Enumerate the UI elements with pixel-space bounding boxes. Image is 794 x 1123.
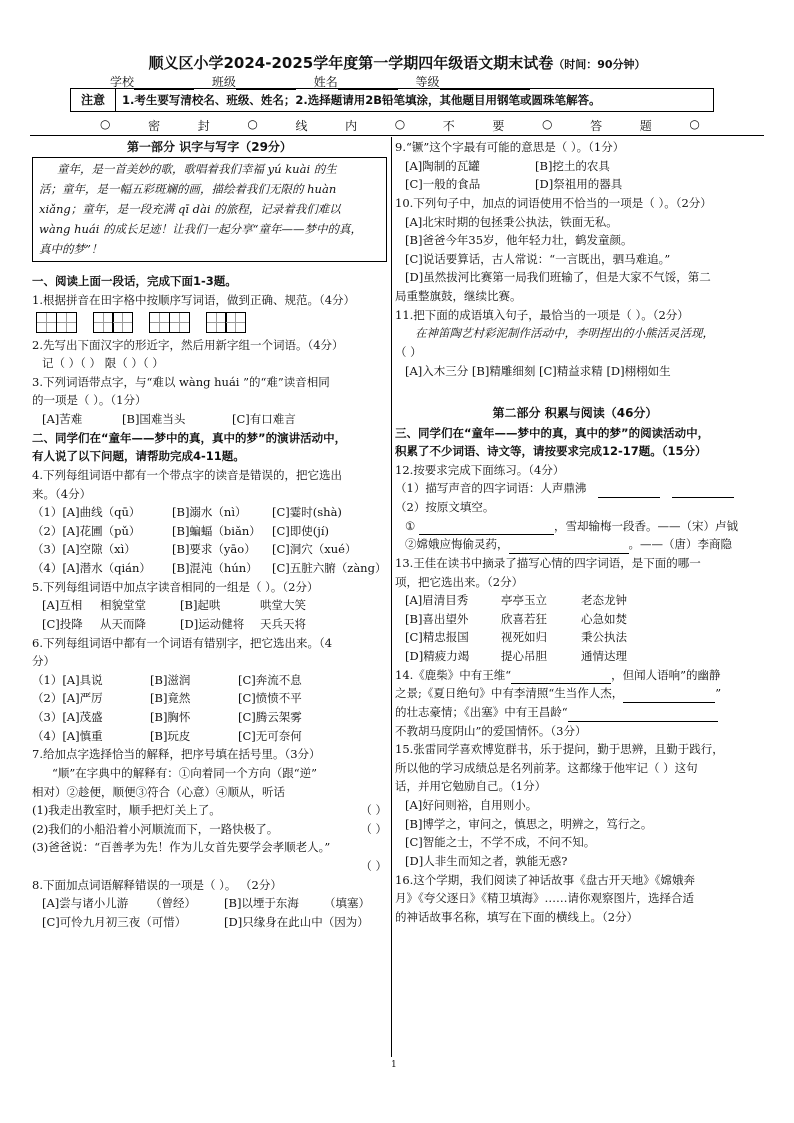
grid-cell[interactable] (56, 312, 77, 333)
q8-row (32, 894, 387, 913)
q3-options (32, 410, 387, 429)
seal-divider (30, 135, 764, 136)
q12-part1 (395, 479, 755, 498)
answer-blank[interactable] (598, 486, 660, 498)
option[interactable]: [B]滋润 (150, 672, 191, 687)
q6-row (32, 671, 387, 690)
q16-text: 16.这个学期，我们阅读了神话故事《盘古开天地》《嫦娥奔 (395, 872, 696, 887)
answer-blank[interactable] (672, 486, 734, 498)
option-word: 哄堂大笑 (260, 598, 306, 613)
answer-paren[interactable]: （ ） (360, 803, 387, 818)
answer-paren[interactable]: （ ） (395, 344, 422, 359)
column-divider (391, 137, 392, 1057)
seal-word: 题 (639, 119, 652, 133)
seal-word: 要 (492, 119, 505, 133)
option[interactable]: [B]竟然 (150, 691, 191, 706)
answer-paren[interactable]: （ ） (360, 821, 387, 836)
option[interactable]: [C]洞穴（xué） (272, 542, 357, 557)
q4-row (32, 559, 387, 578)
answer-blank[interactable] (623, 691, 715, 703)
intro-line: 童年，是一首美妙的歌，歌唱着我们幸福 yú kuài 的生 (57, 162, 337, 177)
q14-line3 (395, 703, 755, 722)
q14-line1 (395, 666, 755, 685)
q7-sentence: (2)我们的小船沿着小河顺流而下，一路快极了。 (32, 821, 279, 836)
q11-options[interactable]: [A]入木三分 [B]精雕细刻 [C]精益求精 [D]栩栩如生 (405, 363, 671, 378)
option[interactable]: [B]要求（yāo） (172, 542, 256, 557)
section1-heading: 一、阅读上面一段话，完成下面1-3题。 (32, 274, 237, 289)
q7-item (32, 857, 387, 876)
intro-box (32, 157, 387, 262)
intro-line: xiǎng；童年，是一段充满 qī dài 的旅程，记录着我们难以 (39, 201, 341, 216)
option[interactable]: （1）[A]曲线（qū） (32, 505, 141, 520)
section2-heading-2: 有人说了以下问题，请帮助完成4-11题。 (32, 449, 245, 464)
option-gloss: （填塞） (324, 896, 370, 911)
intro-line: 活；童年，是一幅五彩斑斓的画，描绘着我们无限的 huàn (39, 182, 337, 197)
q12-line1 (395, 517, 755, 536)
q5-row (32, 596, 387, 615)
option[interactable]: [B]博学之，审问之，慎思之，明辨之，笃行之。 (405, 816, 653, 831)
option[interactable]: [C]霎时(shà) (272, 505, 342, 520)
option[interactable]: [B]胸怀 (150, 710, 191, 725)
q4-row (32, 503, 387, 522)
option-word: 提心吊胆 (501, 649, 547, 664)
notice-label: 注意 (71, 89, 116, 111)
q5-text: 5.下列每组词语中加点字读音相同的一组是（ ）。（2分） (32, 579, 319, 594)
seal-circle-icon: ○ (689, 117, 700, 131)
option[interactable]: [C]愤愤不平 (238, 691, 302, 706)
option[interactable]: [C]精忠报国 (405, 630, 469, 645)
seal-circle-icon: ○ (247, 117, 258, 131)
q7-sentence: (3)爸爸说：“百善孝为先！作为儿女首先要学会孝顺老人。” (32, 840, 331, 855)
grid-cell[interactable] (112, 312, 133, 333)
exam-title (0, 52, 794, 73)
q2-text: 2.先写出下面汉字的形近字，然后用新字组一个词语。（4分） (32, 337, 344, 352)
notice-text: 1.考生要写清校名、班级、姓名；2.选择题请用2B铅笔填涂，其他题目用钢笔或圆珠笔解答。 (122, 93, 601, 107)
option[interactable]: [C]可怜九月初三夜（可惜） (42, 914, 187, 929)
section3-heading: 三、同学们在“童年——梦中的真，真中的梦”的阅读活动中， (395, 425, 710, 440)
answer-blank[interactable] (509, 542, 629, 554)
q11-sentence: 在神笛陶艺村彩泥制作活动中，李明捏出的小熊活灵活现， (415, 326, 714, 341)
notice-box (70, 88, 714, 112)
q13-text-2: 项，把它选出来。（2分） (395, 574, 524, 589)
seal-line (100, 117, 700, 134)
q12-text: 12.按要求完成下面练习。（4分） (395, 462, 565, 477)
q15-text-3: 话，并用它勉励自己。（1分） (395, 779, 547, 794)
option[interactable]: [B]蝙蝠（biǎn） (172, 523, 261, 538)
grid-cell[interactable] (36, 312, 57, 333)
spacer (395, 380, 755, 404)
option[interactable]: （4）[A]潜水（qián） (32, 561, 151, 576)
writing-grids (36, 312, 387, 333)
option-word: 欣喜若狂 (501, 611, 547, 626)
q14-text: 之景;《夏日绝句》中有李清照“生当作人杰， (395, 686, 624, 701)
q4-text-2: 来。（4分） (32, 486, 92, 501)
q14-text: 14.《鹿柴》中有王维“ (395, 667, 512, 682)
q12-prompt: （1）描写声音的四字词语：人声鼎沸 (395, 481, 587, 496)
q15-text-2: 所以他的学习成绩总是名列前茅。这都缘于他牢记（ ）这句 (395, 760, 698, 775)
q14-text: 的壮志豪情；《出塞》中有王昌龄“ (395, 704, 568, 719)
q1-text: 1.根据拼音在田字格中按顺序写词语，做到正确、规范。（4分） (32, 292, 356, 307)
option[interactable]: [C]投降 (42, 616, 83, 631)
q13-text: 13.王佳在读书中摘录了描写心情的四字词语，是下面的哪一 (395, 555, 701, 570)
option[interactable]: （2）[A]花圃（pǔ） (32, 523, 141, 538)
answer-blank[interactable] (419, 523, 554, 535)
q14-line4: 不教胡马度阴山”的爱国情怀。（3分） (395, 723, 587, 738)
option-word: 秉公执法 (581, 630, 627, 645)
q8-text: 8.下面加点词语解释错误的一项是（ ）。 （2分） (32, 877, 282, 892)
seal-circle-icon: ○ (542, 117, 553, 131)
grid-word-2[interactable] (93, 312, 134, 333)
option[interactable]: （4）[A]慎重 (32, 728, 103, 743)
option-continued: 局重整旗鼓，继续比赛。 (395, 289, 522, 303)
option[interactable]: [B]玩皮 (150, 728, 191, 743)
grid-word-1[interactable] (36, 312, 77, 333)
seal-word: 答 (590, 119, 603, 133)
q7-item (32, 838, 387, 857)
q6-text: 6.下列每组词语中都有一个词语有错别字，把它选出来。（4 (32, 635, 333, 650)
poem-head: ②嫦娥应悔偷灵药， (405, 537, 509, 552)
q16-text-2: 月》《夸父逐日》《精卫填海》……请你观察图片，选择合适 (395, 891, 694, 906)
q9-row (395, 157, 755, 176)
seal-word: 密 (148, 119, 161, 133)
q16-text-3: 的神话故事名称，填写在下面的横线上。（2分） (395, 909, 639, 924)
page-number: 1 (391, 1060, 397, 1070)
poem-tail: ，雪却输梅一段香。——（宋）卢钺 (553, 518, 738, 533)
q6-row (32, 689, 387, 708)
q13-row (395, 610, 755, 629)
option-word: 通情达理 (581, 649, 627, 664)
part1-heading: 第一部分 识字与写字（29分） (127, 140, 292, 154)
option-word: 老态龙钟 (581, 593, 627, 608)
left-column (32, 138, 387, 932)
q5-row (32, 615, 387, 634)
option-word: 相貌堂堂 (100, 598, 146, 613)
seal-word: 封 (197, 119, 210, 133)
option[interactable]: [B]爸爸今年35岁，他年轻力壮，鹤发童颜。 (405, 233, 633, 248)
option[interactable]: [C]腾云架雾 (238, 710, 302, 725)
q3-text-2: 的一项是（ ）。（1分） (32, 393, 147, 408)
option-word: 亭亭玉立 (501, 593, 547, 608)
q4-row (32, 522, 387, 541)
q9-row (395, 175, 755, 194)
section2-heading: 二、同学们在“童年——梦中的真，真中的梦”的演讲活动中， (32, 430, 347, 445)
grid-cell[interactable] (169, 312, 190, 333)
option[interactable]: [B]混沌（hún） (172, 561, 258, 576)
option[interactable]: [D]虽然拔河比赛第一局我们班输了，但是大家不气馁，第二 (405, 270, 711, 285)
option[interactable]: [D]精疲力竭 (405, 649, 470, 664)
grid-word-3[interactable] (149, 312, 190, 333)
q15-text: 15.张雷同学喜欢博览群书，乐于提问，勤于思辨，且勤于践行， (395, 742, 724, 757)
option-word: 从天而降 (100, 616, 146, 631)
q4-text: 4.下列每组词语中都有一个带点字的读音是错误的，把它选出 (32, 467, 342, 482)
q4-row (32, 540, 387, 559)
q6-text-2: 分） (32, 654, 55, 669)
option[interactable]: （3）[A]空隙（xì） (32, 542, 136, 557)
option[interactable]: [C]无可奈何 (238, 728, 302, 743)
option[interactable]: [A]好问则裕，自用则小。 (405, 798, 538, 813)
part2-heading: 第二部分 积累与阅读（46分） (492, 406, 658, 421)
q7-sentence: (1)我走出教室时，顺手把灯关上了。 (32, 803, 221, 818)
q14-text: ，但闻人语响”的幽静 (611, 667, 721, 682)
option-word: 视死如归 (501, 630, 547, 645)
q12-part2: （2）按原文填空。 (395, 500, 495, 515)
q3-text: 3.下列词语带点字，与“难以 wàng huái ”的“难”读音相同 (32, 374, 330, 389)
option[interactable]: [C]智能之士，不学不成，不问不知。 (405, 835, 596, 850)
grid-cell[interactable] (93, 312, 114, 333)
circle-number: ① (405, 518, 416, 533)
q7-text-3: 相对）②趁便，顺便③符合（心意）④顺从，听话 (32, 784, 285, 799)
q13-row (395, 591, 755, 610)
option-word: 天兵天将 (260, 616, 306, 631)
answer-blank[interactable] (511, 672, 611, 684)
option[interactable]: [C]一般的食品 (405, 177, 481, 192)
option[interactable]: [A]陶制的瓦罐 (405, 158, 480, 173)
option-gloss: （曾经） (150, 896, 196, 911)
grid-word-4[interactable] (206, 312, 247, 333)
q7-text-2: “顺”在字典中的解释有：①向着同一个方向（跟“逆” (52, 765, 318, 780)
intro-line: 真中的梦”！ (39, 241, 103, 256)
q13-row (395, 647, 755, 666)
option[interactable]: [D]只缘身在此山中（因为） (224, 914, 369, 929)
grid-cell[interactable] (225, 312, 246, 333)
option[interactable]: [D]人非生而知之者，孰能无惑? (405, 853, 568, 868)
option[interactable]: [A]北宋时期的包拯秉公执法，铁面无私。 (405, 214, 618, 229)
grid-cell[interactable] (149, 312, 170, 333)
q14-text: ” (715, 686, 722, 701)
q6-row (32, 727, 387, 746)
poem-tail: 。——（唐）李商隐 (628, 537, 732, 552)
grid-cell[interactable] (206, 312, 227, 333)
option[interactable]: [C]即使(jí) (272, 523, 329, 538)
option[interactable]: [B]溺水（nì） (172, 505, 247, 520)
option[interactable]: [D]运动健将 (180, 616, 245, 631)
option[interactable]: [C]五脏六腑（zàng） (272, 561, 387, 576)
q7-item (32, 801, 387, 820)
field-school-label: 学校 (110, 75, 135, 89)
option[interactable]: （1）[A]具说 (32, 672, 103, 687)
option[interactable]: [A]苦难 (42, 412, 83, 427)
option[interactable]: [D]祭祖用的器具 (535, 177, 623, 192)
option[interactable]: [C]奔流不息 (238, 672, 302, 687)
q11-text: 11.把下面的成语填入句子，最恰当的一项是（ ）。（2分） (395, 307, 689, 322)
exam-title-text: 顺义区小学2024-2025学年度第一学期四年级语文期末试卷 (148, 54, 554, 72)
q10-text: 10.下列句子中，加点的词语使用不恰当的一项是（ ）。（2分） (395, 195, 712, 210)
option[interactable]: [B]喜出望外 (405, 611, 469, 626)
answer-paren[interactable]: （ ） (360, 859, 387, 874)
option[interactable]: [B]国难当头 (122, 412, 186, 427)
field-name-label: 姓名 (313, 75, 338, 89)
option[interactable]: [A]互相 (42, 598, 83, 613)
answer-blank[interactable] (568, 710, 718, 722)
option[interactable]: [C]有口难言 (232, 412, 296, 427)
q7-item (32, 820, 387, 839)
seal-word: 内 (345, 119, 358, 133)
field-grade-label: 等级 (415, 75, 440, 89)
option[interactable]: [B]挖土的农具 (535, 158, 610, 173)
q13-row (395, 628, 755, 647)
option[interactable]: （3）[A]茂盛 (32, 710, 103, 725)
q12-line2 (395, 535, 755, 554)
section3-heading-2: 积累了不少词语、诗文等，请按要求完成12-17题。（15分） (395, 444, 707, 459)
right-column (395, 138, 755, 926)
q6-row (32, 708, 387, 727)
option[interactable]: [A]尝与诸小儿游 (42, 896, 129, 911)
option[interactable]: [A]眉清目秀 (405, 593, 469, 608)
q14-line2 (395, 684, 755, 703)
option[interactable]: [C]说话要算话，古人常说：“一言既出，驷马难追。” (405, 251, 671, 266)
field-class-label: 班级 (211, 75, 236, 89)
q8-row (32, 913, 387, 932)
exam-time: （时间：90分钟） (553, 58, 646, 71)
option[interactable]: （2）[A]严厉 (32, 691, 103, 706)
seal-word: 线 (295, 119, 308, 133)
q2-blanks[interactable]: 记（ ）（ ） 限（ ）（ ） (42, 356, 164, 371)
seal-circle-icon: ○ (394, 117, 406, 131)
seal-circle-icon: ○ (100, 117, 111, 131)
option[interactable]: [B]起哄 (180, 598, 221, 613)
intro-line: wàng huái 的成长足迹！让我们一起分享“童年——梦中的真， (39, 221, 363, 236)
q7-text: 7.给加点字选择恰当的解释，把序号填在括号里。（3分） (32, 747, 321, 762)
option[interactable]: [B]以堙于东海 (224, 896, 299, 911)
seal-word: 不 (442, 119, 455, 133)
option-word: 心急如焚 (581, 611, 627, 626)
q9-text: 9.“镢”这个字最有可能的意思是（ ）。（1分） (395, 140, 625, 154)
